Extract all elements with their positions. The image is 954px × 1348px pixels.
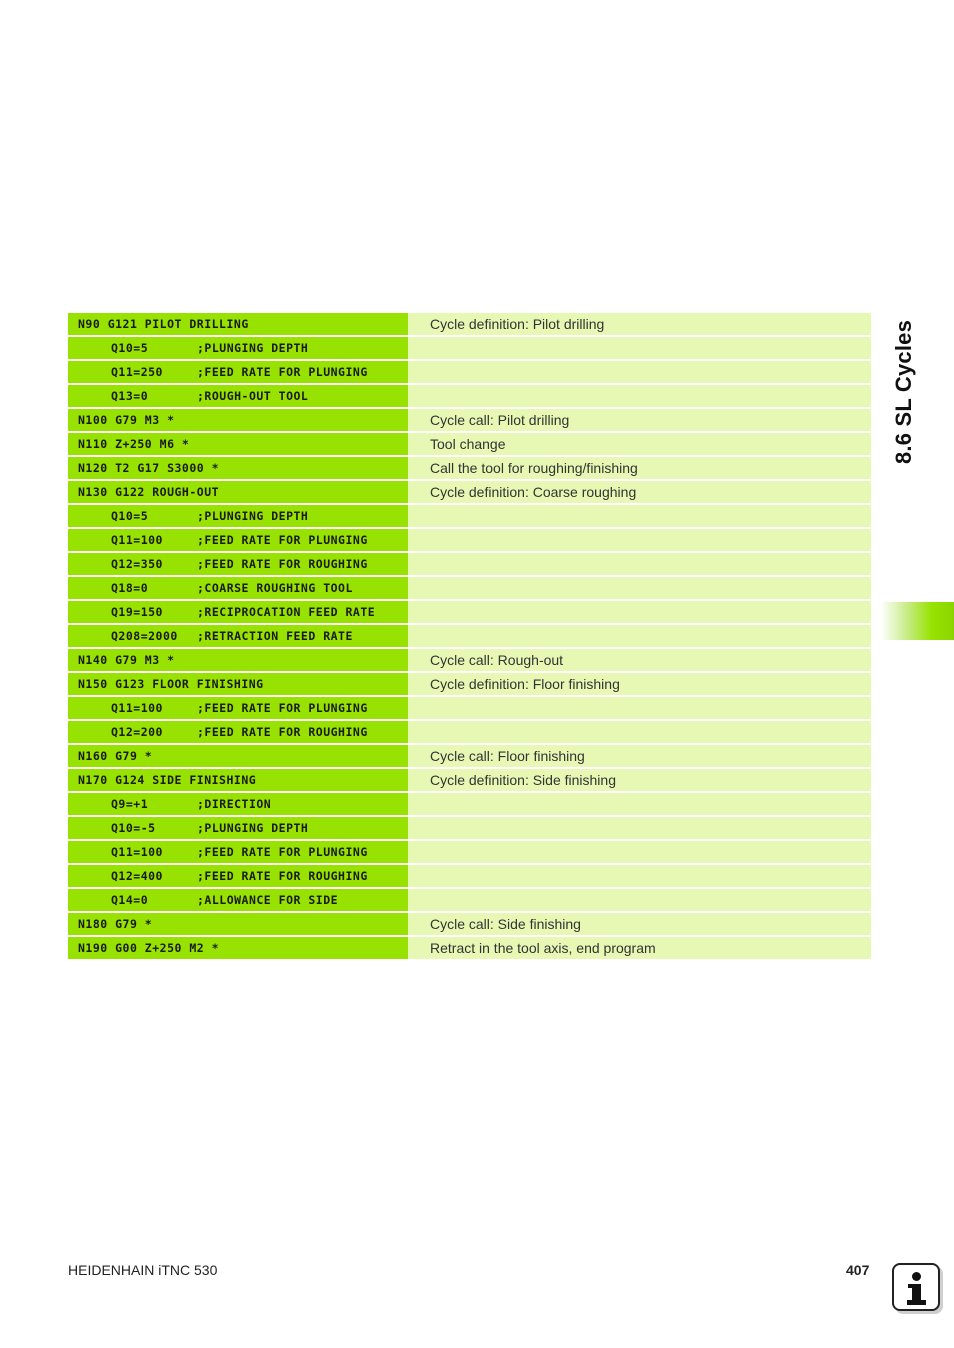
description-cell [408, 385, 871, 407]
table-row [68, 865, 871, 887]
table-row [68, 889, 871, 911]
description-cell: Cycle definition: Side finishing [408, 769, 871, 791]
nc-code-cell [68, 337, 408, 359]
table-row [68, 433, 871, 455]
description-cell [408, 793, 871, 815]
nc-code-cell [68, 385, 408, 407]
table-row [68, 721, 871, 743]
nc-code-cell [68, 841, 408, 863]
nc-code-cell [68, 793, 408, 815]
table-row [68, 553, 871, 575]
parameter-value: Q12=350 [111, 557, 163, 571]
table-row [68, 769, 871, 791]
description-cell [408, 601, 871, 623]
description-cell [408, 817, 871, 839]
nc-code-cell [68, 865, 408, 887]
description-cell: Retract in the tool axis, end program [408, 937, 871, 959]
table-row [68, 625, 871, 647]
page-number: 407 [846, 1262, 870, 1278]
description-cell [408, 841, 871, 863]
description-cell [408, 625, 871, 647]
program-listing-table [68, 313, 871, 961]
description-cell: Tool change [408, 433, 871, 455]
parameter-value: Q12=200 [111, 725, 163, 739]
parameter-comment: ;FEED RATE FOR PLUNGING [197, 365, 368, 379]
description-cell [408, 721, 871, 743]
footer-product-name: HEIDENHAIN iTNC 530 [68, 1262, 218, 1278]
table-row [68, 481, 871, 503]
nc-code-cell: N190 G00 Z+250 M2 * [68, 937, 408, 959]
table-row [68, 673, 871, 695]
parameter-value: Q11=100 [111, 533, 163, 547]
parameter-comment: ;PLUNGING DEPTH [197, 509, 309, 523]
table-row [68, 409, 871, 431]
nc-code-cell [68, 889, 408, 911]
table-row [68, 937, 871, 959]
chapter-marker-tab [881, 602, 954, 640]
table-row [68, 385, 871, 407]
parameter-comment: ;FEED RATE FOR ROUGHING [197, 557, 368, 571]
parameter-comment: ;PLUNGING DEPTH [197, 341, 309, 355]
table-row [68, 649, 871, 671]
description-cell: Cycle call: Floor finishing [408, 745, 871, 767]
parameter-comment: ;PLUNGING DEPTH [197, 821, 309, 835]
parameter-value: Q11=100 [111, 701, 163, 715]
parameter-comment: ;FEED RATE FOR PLUNGING [197, 845, 368, 859]
parameter-value: Q9=+1 [111, 797, 149, 811]
description-cell [408, 337, 871, 359]
parameter-value: Q18=0 [111, 581, 149, 595]
parameter-comment: ;FEED RATE FOR ROUGHING [197, 725, 368, 739]
table-row [68, 577, 871, 599]
description-cell [408, 505, 871, 527]
parameter-comment: ;FEED RATE FOR PLUNGING [197, 701, 368, 715]
table-row [68, 313, 871, 335]
parameter-value: Q10=5 [111, 509, 149, 523]
nc-code-cell [68, 577, 408, 599]
table-row [68, 745, 871, 767]
table-row [68, 361, 871, 383]
nc-code-cell: N170 G124 SIDE FINISHING [68, 769, 408, 791]
description-cell: Call the tool for roughing/finishing [408, 457, 871, 479]
parameter-value: Q14=0 [111, 893, 149, 907]
nc-code-cell [68, 817, 408, 839]
parameter-comment: ;RECIPROCATION FEED RATE [197, 605, 376, 619]
table-row [68, 529, 871, 551]
table-row [68, 505, 871, 527]
table-row [68, 457, 871, 479]
parameter-value: Q19=150 [111, 605, 163, 619]
description-cell: Cycle call: Side finishing [408, 913, 871, 935]
nc-code-cell: N90 G121 PILOT DRILLING [68, 313, 408, 335]
table-row [68, 817, 871, 839]
section-title-tab [875, 312, 933, 472]
table-row [68, 913, 871, 935]
nc-code-cell [68, 697, 408, 719]
nc-code-cell: N180 G79 * [68, 913, 408, 935]
table-row [68, 697, 871, 719]
description-cell: Cycle definition: Floor finishing [408, 673, 871, 695]
description-cell [408, 529, 871, 551]
description-cell [408, 577, 871, 599]
parameter-value: Q11=250 [111, 365, 163, 379]
description-cell [408, 889, 871, 911]
parameter-value: Q10=5 [111, 341, 149, 355]
table-row [68, 601, 871, 623]
section-title: 8.6 SL Cycles [891, 319, 917, 465]
nc-code-cell [68, 601, 408, 623]
table-row [68, 793, 871, 815]
nc-code-cell [68, 721, 408, 743]
description-cell [408, 697, 871, 719]
parameter-value: Q12=400 [111, 869, 163, 883]
nc-code-cell [68, 553, 408, 575]
parameter-value: Q11=100 [111, 845, 163, 859]
nc-code-cell: N100 G79 M3 * [68, 409, 408, 431]
parameter-value: Q13=0 [111, 389, 149, 403]
parameter-comment: ;DIRECTION [197, 797, 272, 811]
nc-code-cell: N120 T2 G17 S3000 * [68, 457, 408, 479]
nc-code-cell: N130 G122 ROUGH-OUT [68, 481, 408, 503]
parameter-value: Q208=2000 [111, 629, 178, 643]
table-row [68, 841, 871, 863]
parameter-comment: ;FEED RATE FOR PLUNGING [197, 533, 368, 547]
nc-code-cell: N150 G123 FLOOR FINISHING [68, 673, 408, 695]
description-cell [408, 361, 871, 383]
nc-code-cell: N110 Z+250 M6 * [68, 433, 408, 455]
description-cell [408, 553, 871, 575]
info-icon [892, 1263, 940, 1311]
nc-code-cell [68, 505, 408, 527]
parameter-comment: ;ALLOWANCE FOR SIDE [197, 893, 339, 907]
nc-code-cell [68, 529, 408, 551]
nc-code-cell [68, 361, 408, 383]
nc-code-cell: N140 G79 M3 * [68, 649, 408, 671]
description-cell: Cycle call: Rough-out [408, 649, 871, 671]
description-cell [408, 865, 871, 887]
description-cell: Cycle definition: Pilot drilling [408, 313, 871, 335]
parameter-comment: ;FEED RATE FOR ROUGHING [197, 869, 368, 883]
nc-code-cell: N160 G79 * [68, 745, 408, 767]
nc-code-cell [68, 625, 408, 647]
parameter-comment: ;ROUGH-OUT TOOL [197, 389, 309, 403]
description-cell: Cycle definition: Coarse roughing [408, 481, 871, 503]
parameter-comment: ;COARSE ROUGHING TOOL [197, 581, 353, 595]
parameter-value: Q10=-5 [111, 821, 156, 835]
description-cell: Cycle call: Pilot drilling [408, 409, 871, 431]
parameter-comment: ;RETRACTION FEED RATE [197, 629, 353, 643]
table-row [68, 337, 871, 359]
